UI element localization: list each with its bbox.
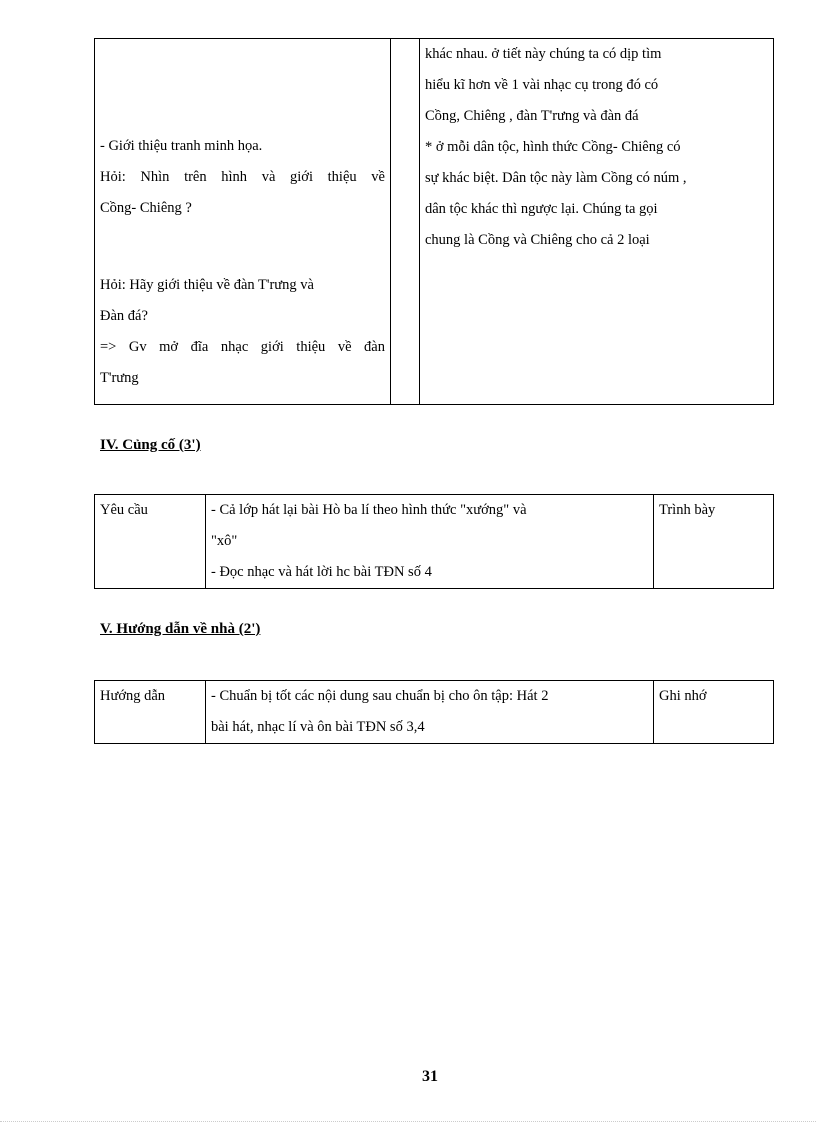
text-line: Cồng, Chiêng , đàn T'rưng và đàn đá [425, 108, 639, 124]
page-number: 31 [422, 1068, 438, 1085]
text-line: T'rưng [100, 370, 139, 386]
page-bottom-rule [0, 1121, 816, 1122]
text-line: dân tộc khác thì ngược lại. Chúng ta gọi [425, 201, 658, 217]
section-heading-consolidation: IV. Củng cố (3') [100, 437, 201, 453]
note-cell [654, 681, 774, 744]
presentation-cell [654, 495, 774, 589]
note-label: Ghi nhớ [659, 688, 707, 704]
text-line: bài hát, nhạc lí và ôn bài TĐN số 3,4 [211, 719, 425, 735]
presentation-label: Trình bày [659, 502, 716, 518]
text-line: hiểu kĩ hơn về 1 vài nhạc cụ trong đó có [425, 77, 659, 93]
text-line: Đàn đá? [100, 308, 148, 324]
text-line: Hỏi: Hãy giới thiệu về đàn T'rưng và [100, 277, 314, 293]
text-line: - Chuẩn bị tốt các nội dung sau chuẩn bị cho ôn tập: Hát 2 [211, 688, 549, 704]
text-line: chung là Cồng và Chiêng cho cả 2 loại [425, 232, 650, 248]
consolidation-table [94, 494, 774, 589]
guidance-content-cell [206, 681, 654, 744]
text-line: * ở mỗi dân tộc, hình thức Cồng- Chiêng có [425, 139, 681, 155]
requirement-label-cell [95, 495, 206, 589]
text-line: - Giới thiệu tranh minh họa. [100, 138, 263, 154]
text-line: "xô" [211, 533, 238, 549]
lesson-activity-table [94, 38, 774, 405]
requirement-label: Yêu cầu [100, 502, 148, 518]
guidance-label-cell [95, 681, 206, 744]
text-line: => Gv mở đĩa nhạc giới thiệu về đàn [100, 339, 385, 355]
text-line: khác nhau. ở tiết này chúng ta có dịp tìm [425, 46, 662, 62]
section-heading-homework: V. Hướng dẫn về nhà (2') [100, 621, 261, 637]
teacher-activity-cell [95, 39, 391, 405]
guidance-label: Hướng dẫn [100, 688, 166, 704]
text-line: sự khác biệt. Dân tộc này làm Cồng có núm , [425, 170, 687, 186]
homework-table [94, 680, 774, 744]
content-cell [420, 39, 774, 405]
empty-middle-cell [391, 39, 420, 405]
text-line: Hỏi: Nhìn trên hình và giới thiệu về [100, 169, 385, 185]
text-line: - Đọc nhạc và hát lời hc bài TĐN số 4 [211, 564, 432, 580]
text-line: - Cả lớp hát lại bài Hò ba lí theo hình thức "xướng" và [211, 502, 527, 518]
requirement-content-cell [206, 495, 654, 589]
text-line: Cồng- Chiêng ? [100, 200, 192, 216]
